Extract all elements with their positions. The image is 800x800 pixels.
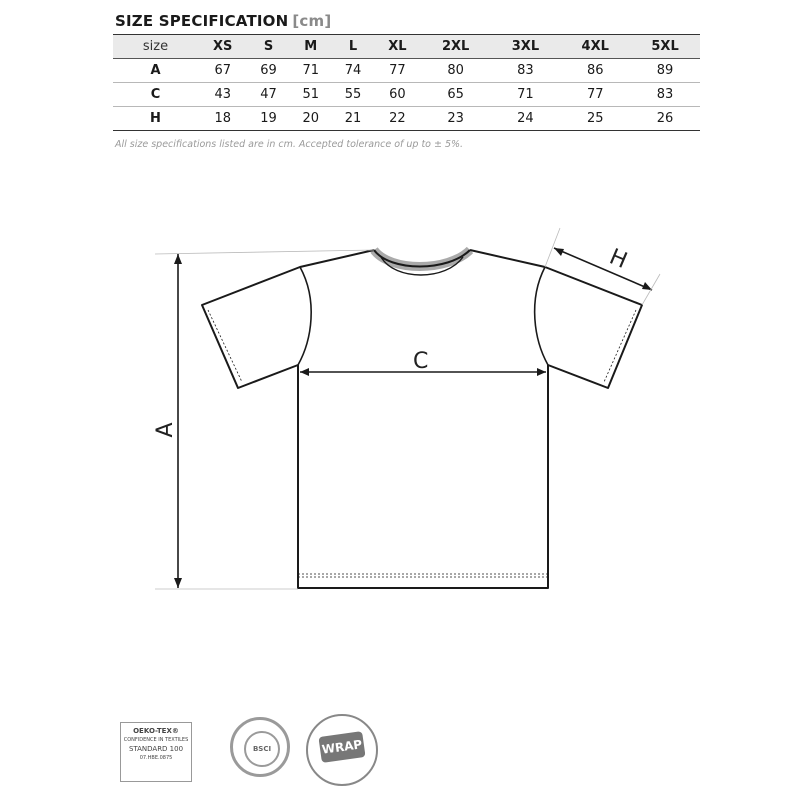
sleeve-guide-2 [642, 274, 660, 305]
label-a: A [153, 422, 178, 438]
size-header-label: size [113, 35, 198, 59]
size-header-xl: XL [374, 35, 421, 59]
table-cell: 19 [247, 107, 289, 131]
row-label: A [113, 59, 198, 83]
table-cell: 77 [560, 83, 630, 107]
table-cell: 67 [198, 59, 247, 83]
table-cell: 89 [630, 59, 700, 83]
table-cell: 51 [290, 83, 332, 107]
wrap-logo: WRAP [306, 714, 378, 786]
size-header-m: M [290, 35, 332, 59]
table-cell: 69 [247, 59, 289, 83]
table-cell: 60 [374, 83, 421, 107]
table-cell: 77 [374, 59, 421, 83]
table-cell: 23 [421, 107, 491, 131]
table-cell: 74 [332, 59, 374, 83]
table-cell: 24 [491, 107, 561, 131]
title-text: SIZE SPECIFICATION [115, 12, 289, 30]
table-cell: 86 [560, 59, 630, 83]
table-cell: 43 [198, 83, 247, 107]
sleeve-guide-1 [545, 228, 560, 267]
certification-logos [0, 712, 800, 792]
length-guide-top [155, 250, 374, 254]
size-header-3xl: 3XL [491, 35, 561, 59]
right-sleeve-stitch [604, 310, 636, 382]
table-cell: 55 [332, 83, 374, 107]
tolerance-note: All size specifications listed are in cm. Accepted tolerance of up to ± 5%. [115, 139, 464, 150]
oeko-tex-logo: OEKO-TEX® CONFIDENCE IN TEXTILES STANDARD 100 07.HBE.0875 [120, 722, 192, 782]
table-cell: 20 [290, 107, 332, 131]
table-cell: 80 [421, 59, 491, 83]
size-header-4xl: 4XL [560, 35, 630, 59]
table-cell: 71 [491, 83, 561, 107]
sleeve-measure [554, 248, 652, 290]
size-header-2xl: 2XL [421, 35, 491, 59]
table-cell: 71 [290, 59, 332, 83]
length-measure [174, 254, 182, 588]
size-header-xs: XS [198, 35, 247, 59]
row-label: C [113, 83, 198, 107]
table-cell: 21 [332, 107, 374, 131]
table-cell: 25 [560, 107, 630, 131]
size-header-l: L [332, 35, 374, 59]
right-sleeve-seam [535, 267, 548, 365]
label-c: C [413, 349, 429, 374]
shirt-body-outline [202, 250, 642, 588]
table-cell: 26 [630, 107, 700, 131]
title-unit: [cm] [292, 12, 332, 30]
table-cell: 83 [491, 59, 561, 83]
left-sleeve-seam [298, 267, 311, 365]
table-cell: 47 [247, 83, 289, 107]
size-header-s: S [247, 35, 289, 59]
row-label: H [113, 107, 198, 131]
table-cell: 22 [374, 107, 421, 131]
table-cell: 18 [198, 107, 247, 131]
table-cell: 65 [421, 83, 491, 107]
label-h: H [605, 244, 631, 274]
left-sleeve-stitch [208, 310, 242, 382]
table-cell: 83 [630, 83, 700, 107]
size-header-5xl: 5XL [630, 35, 700, 59]
bsci-logo: BSCI [230, 717, 290, 777]
